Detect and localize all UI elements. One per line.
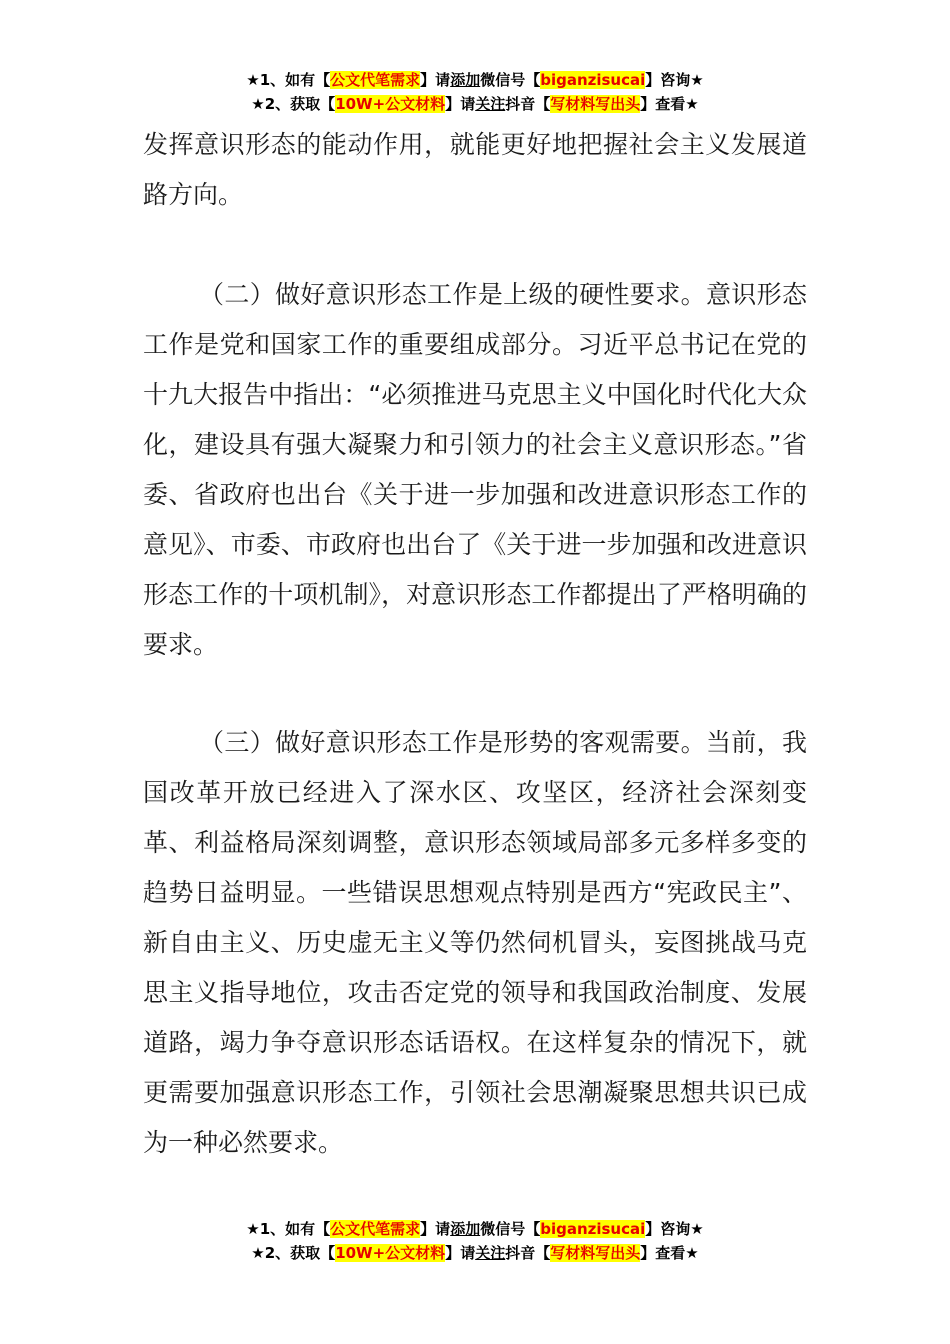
highlight-text: 公文代笔需求: [330, 71, 421, 89]
underlined-text: 添加: [450, 71, 481, 89]
banner-text: ★2、获取【: [251, 95, 336, 113]
banner-text: ★2、获取【: [251, 1244, 336, 1262]
banner-text: 】请: [420, 71, 451, 89]
paragraph-continuation: 发挥意识形态的能动作用，就能更好地把握社会主义发展道路方向。: [143, 130, 807, 209]
banner-line-2: [0, 1241, 950, 1265]
banner-line-1: [0, 68, 950, 92]
banner-text: ★1、如有【: [246, 71, 331, 89]
highlight-text: 公文代笔需求: [330, 1220, 421, 1238]
banner-text: 】咨询★: [645, 71, 704, 89]
banner-text: 】请: [445, 1244, 476, 1262]
highlight-text: biganzisucai: [540, 1220, 646, 1238]
banner-text: 】请: [420, 1220, 451, 1238]
banner-line-1: [0, 1217, 950, 1241]
banner-text: 抖音【: [505, 95, 551, 113]
paragraph-section-3: （三）做好意识形态工作是形势的客观需要。当前，我国改革开放已经进入了深水区、攻坚区，经济社会深刻变革、利益格局深刻调整，意识形态领域局部多元多样多变的趋势日益明显。一些错误思想观点特别是西方“宪政民主”、新自由主义、历史虚无主义等仍然伺机冒头，妄图挑战马克思主义指导地位，攻击否定党的领导和我国政治制度、发展道路，竭力争夺意识形态话语权。在这样复杂的情况下，就更需要加强意识形态工作，引领社会思潮凝聚思想共识已成为一种必然要求。: [143, 728, 807, 1157]
banner-text: ★1、如有【: [246, 1220, 331, 1238]
highlight-text: 10W+公文材料: [335, 95, 446, 113]
banner-text: 微信号【: [480, 71, 541, 89]
header-banner: [0, 68, 950, 116]
underlined-text: 关注: [475, 95, 506, 113]
banner-text: 】查看★: [640, 95, 699, 113]
highlight-text: biganzisucai: [540, 71, 646, 89]
banner-text: 】请: [445, 95, 476, 113]
paragraph-section-2: （二）做好意识形态工作是上级的硬性要求。意识形态工作是党和国家工作的重要组成部分。习近平总书记在党的十九大报告中指出：“必须推进马克思主义中国化时代化大众化，建设具有强大凝聚力和引领力的社会主义意识形态。”省委、省政府也出台《关于进一步加强和改进意识形态工作的意见》、市委、市政府也出台了《关于进一步加强和改进意识形态工作的十项机制》，对意识形态工作都提出了严格明确的要求。: [143, 280, 807, 659]
banner-text: 】咨询★: [645, 1220, 704, 1238]
banner-line-2: [0, 92, 950, 116]
footer-banner: [0, 1217, 950, 1265]
underlined-text: 关注: [475, 1244, 506, 1262]
underlined-text: 添加: [450, 1220, 481, 1238]
highlight-text: 写材料写出头: [550, 95, 641, 113]
banner-text: 抖音【: [505, 1244, 551, 1262]
banner-text: 微信号【: [480, 1220, 541, 1238]
highlight-text: 10W+公文材料: [335, 1244, 446, 1262]
highlight-text: 写材料写出头: [550, 1244, 641, 1262]
banner-text: 】查看★: [640, 1244, 699, 1262]
